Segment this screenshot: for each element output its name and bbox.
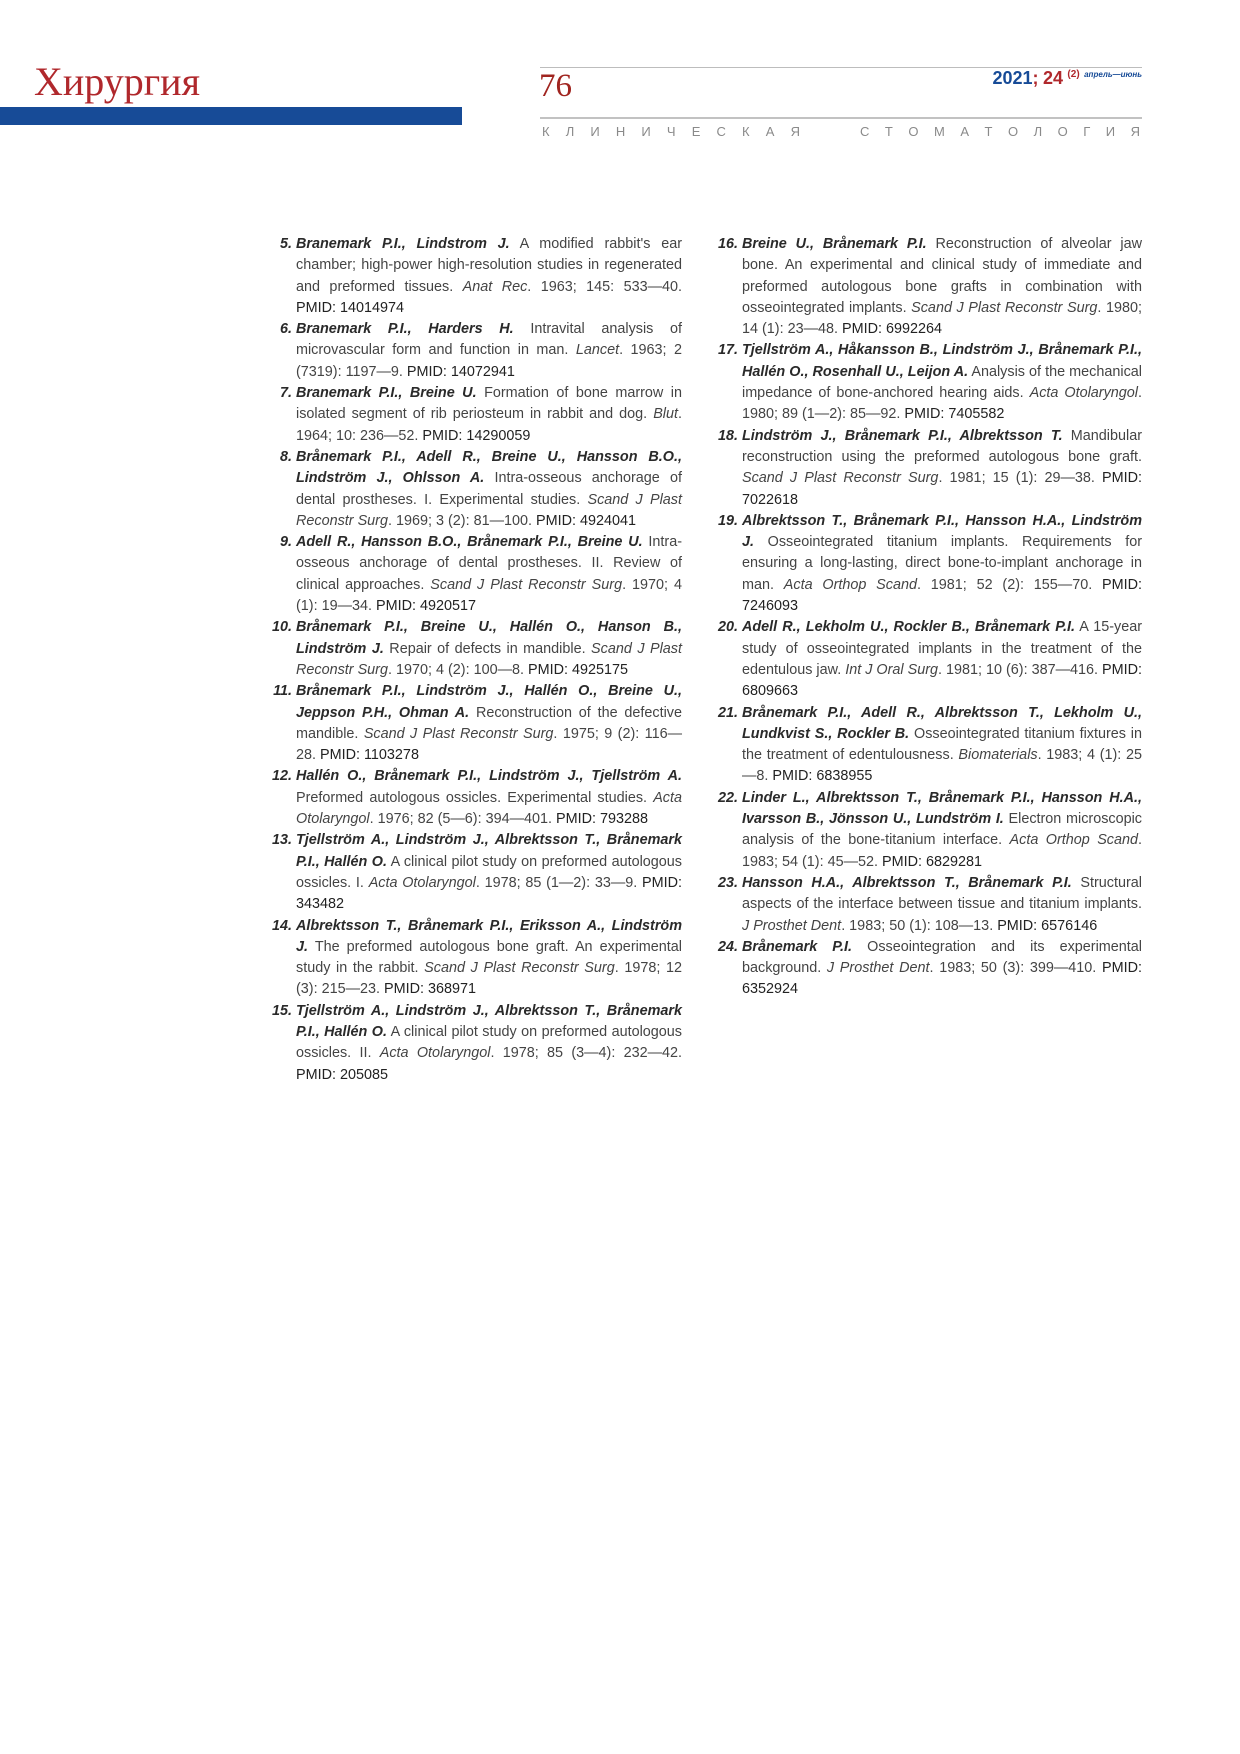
reference-details: . 1980; 14 (1): 23—48. xyxy=(742,299,1142,338)
reference-authors: Branemark P.I., Breine U. xyxy=(296,385,477,402)
journal-name-letter: О xyxy=(1057,124,1068,139)
reference-journal: Scand J Plast Reconstr Surg xyxy=(911,299,1098,316)
reference-pmid: PMID: 7022618 xyxy=(742,470,1142,508)
reference-details: . 1969; 3 (2): 81—100. xyxy=(387,512,532,529)
journal-name-letter: Ч xyxy=(666,124,676,139)
reference-pmid: PMID: 6576146 xyxy=(993,917,1098,934)
reference-journal: Biomaterials xyxy=(958,747,1038,764)
reference-journal: Scand J Plast Reconstr Surg xyxy=(430,576,623,593)
journal-name-word-1 xyxy=(542,125,800,138)
journal-name-word-2 xyxy=(860,125,1140,138)
reference-authors: Tjellström A., Lindström J., Albrektsson T., Brånemark P.I., Hallén O. xyxy=(296,832,682,870)
reference-item xyxy=(270,319,682,383)
reference-journal: Lancet xyxy=(575,342,620,359)
reference-authors: Breine U., Brånemark P.I. xyxy=(742,236,927,252)
reference-pmid: PMID: 14072941 xyxy=(402,363,515,380)
reference-title: A clinical pilot study on preformed autologous ossicles. II. xyxy=(296,1023,682,1062)
reference-authors: Tjellström A., Håkansson B., Lindström J., Brånemark P.I., Hallén O., Rosenhall U., Leijon A. xyxy=(742,342,1142,380)
reference-journal: Acta Otolaryngol xyxy=(296,789,682,828)
reference-journal: J Prosthet Dent xyxy=(826,960,930,977)
reference-pmid: PMID: 7246093 xyxy=(742,576,1142,615)
reference-title: Mandibular reconstruction using the preformed autologous bone graft. xyxy=(742,427,1142,465)
reference-item xyxy=(716,703,1142,788)
reference-number: 19. xyxy=(717,512,738,529)
reference-authors: Tjellström A., Lindström J., Albrektsson T., Brånemark P.I., Hallén O. xyxy=(296,1002,682,1040)
reference-authors: Brånemark P.I., Adell R., Breine U., Hansson B.O., Lindström J., Ohlsson A. xyxy=(296,448,682,487)
reference-details: . 1970; 4 (1): 19—34. xyxy=(296,576,682,615)
reference-number: 18. xyxy=(717,427,738,444)
reference-item xyxy=(716,788,1142,873)
reference-authors: Lindström J., Brånemark P.I., Albrektsson T. xyxy=(742,427,1063,444)
reference-details: . 1970; 4 (2): 100—8. xyxy=(387,661,524,678)
reference-number: 9. xyxy=(279,534,292,551)
journal-name-letter: К xyxy=(542,124,550,139)
journal-name-letter: О xyxy=(1007,124,1019,139)
reference-journal: Blut xyxy=(653,406,678,423)
reference-authors: Adell R., Hansson B.O., Brånemark P.I., Breine U. xyxy=(296,534,643,551)
reference-authors: Albrektsson T., Brånemark P.I., Eriksson A., Lindström J. xyxy=(296,917,682,955)
reference-list-right-column xyxy=(716,234,1142,1001)
reference-authors: Brånemark P.I., Lindström J., Hallén O., Breine U., Jeppson P.H., Ohman A. xyxy=(296,683,682,721)
journal-name-letter: И xyxy=(590,124,600,139)
journal-name-letter: А xyxy=(765,124,775,139)
reference-item xyxy=(270,532,682,617)
reference-number: 7. xyxy=(279,385,292,402)
reference-pmid: PMID: 4924041 xyxy=(531,512,636,529)
journal-name-letter: И xyxy=(641,124,651,139)
reference-number: 16. xyxy=(717,236,738,252)
issue-number: (2) xyxy=(1067,69,1080,80)
reference-details: . 1964; 10: 236—52. xyxy=(296,406,682,444)
reference-journal: Scand J Plast Reconstr Surg xyxy=(424,960,615,977)
reference-title: Repair of defects in mandible. xyxy=(383,640,592,657)
reference-item xyxy=(270,1001,682,1086)
reference-title: Reconstruction of the defective mandible. xyxy=(296,704,682,742)
reference-number: 6. xyxy=(279,321,292,338)
reference-item xyxy=(270,766,682,830)
reference-item xyxy=(270,681,682,766)
reference-title: Electron microscopic analysis of the bone-titanium interface. xyxy=(742,811,1142,849)
reference-details: . 1976; 82 (5—6): 394—401. xyxy=(369,811,552,828)
journal-name-letter: С xyxy=(860,124,870,139)
reference-details: . 1978; 12 (3): 215—23. xyxy=(296,960,683,998)
reference-journal: Acta Otolaryngol xyxy=(368,874,476,891)
reference-details: . 1983; 4 (1): 25—8. xyxy=(742,747,1142,785)
reference-number: 21. xyxy=(717,704,738,721)
reference-pmid: PMID: 6992264 xyxy=(838,321,942,338)
journal-name-letter: И xyxy=(1105,124,1116,139)
reference-details: . 1983; 54 (1): 45—52. xyxy=(742,832,1143,870)
reference-title: Osseointegration and its experimental background. xyxy=(742,938,1142,977)
journal-name-letter: Т xyxy=(884,124,893,139)
reference-number: 23. xyxy=(717,874,738,891)
reference-number: 24. xyxy=(717,938,738,955)
reference-authors: Albrektsson T., Brånemark P.I., Hansson H.A., Lindström J. xyxy=(742,512,1142,551)
issue-separator: ; xyxy=(1032,68,1039,88)
journal-name-letter: А xyxy=(960,124,969,139)
journal-name-letter: Н xyxy=(615,124,626,139)
issue-year: 2021 xyxy=(992,68,1033,88)
journal-name-letter: С xyxy=(716,124,726,139)
reference-number: 11. xyxy=(273,683,292,700)
reference-journal: Anat Rec xyxy=(462,278,528,295)
reference-details: . 1978; 85 (1—2): 33—9. xyxy=(475,874,638,891)
reference-authors: Hallén O., Brånemark P.I., Lindström J., Tjellström A. xyxy=(296,768,682,785)
reference-details: . 1983; 50 (1): 108—13. xyxy=(841,917,994,934)
reference-journal: Acta Otolaryngol xyxy=(1029,385,1138,402)
journal-name-letter: Т xyxy=(984,124,993,139)
reference-pmid: PMID: 14290059 xyxy=(418,427,531,444)
reference-title: Osseointegrated titanium fixtures in the treatment of edentulousness. xyxy=(742,725,1143,764)
reference-item xyxy=(716,426,1142,511)
reference-number: 20. xyxy=(717,619,738,636)
reference-number: 14. xyxy=(271,917,292,934)
reference-title: A modified rabbit's ear chamber; high-power high-resolution studies in regenerated and preformed tissues. xyxy=(296,236,682,295)
section-title: Хирургия xyxy=(34,59,200,104)
reference-details: . 1963; 145: 533—40. xyxy=(527,278,682,295)
reference-title: Osseointegrated titanium implants. Requirements for ensuring a long-lasting, direct bone-to-implant anchorage in man. xyxy=(742,534,1142,593)
reference-item xyxy=(716,234,1142,340)
page-number: 76 xyxy=(539,68,572,104)
reference-pmid: PMID: 205085 xyxy=(296,1066,388,1083)
reference-authors: Branemark P.I., Harders H. xyxy=(296,321,514,338)
journal-name-letter: Я xyxy=(1130,124,1140,139)
reference-title: A 15-year study of osseointegrated implants in the treatment of the edentulous jaw. xyxy=(742,619,1142,678)
reference-pmid: PMID: 14014974 xyxy=(296,299,405,316)
reference-journal: Scand J Plast Reconstr Surg xyxy=(363,725,554,742)
reference-journal: Acta Orthop Scand xyxy=(1009,832,1139,849)
reference-item xyxy=(270,447,682,532)
reference-details: . 1975; 9 (2): 116—28. xyxy=(296,725,682,764)
reference-pmid: PMID: 793288 xyxy=(552,811,648,828)
reference-item xyxy=(716,617,1142,702)
reference-pmid: PMID: 368971 xyxy=(380,981,476,998)
reference-details: . 1980; 89 (1—2): 85—92. xyxy=(742,385,1142,423)
reference-pmid: PMID: 6838955 xyxy=(768,768,873,785)
reference-authors: Brånemark P.I., Adell R., Albrektsson T., Lekholm U., Lundkvist S., Rockler B. xyxy=(742,704,1142,742)
reference-authors: Linder L., Albrektsson T., Brånemark P.I., Hansson H.A., Ivarsson B., Jönsson U., Lundström I. xyxy=(742,789,1142,828)
reference-number: 15. xyxy=(271,1002,292,1019)
reference-journal: J Prosthet Dent xyxy=(742,917,842,934)
reference-authors: Branemark P.I., Lindstrom J. xyxy=(296,236,510,252)
reference-title: Reconstruction of alveolar jaw bone. An experimental and clinical study of immediate and preformed autologous bone grafts in combination with osseointegrated implants. xyxy=(742,236,1142,316)
reference-details: . 1981; 10 (6): 387—416. xyxy=(938,661,1099,678)
reference-pmid: PMID: 6809663 xyxy=(742,661,1142,700)
reference-number: 12. xyxy=(271,768,292,785)
reference-item xyxy=(270,830,682,915)
reference-authors: Adell R., Lekholm U., Rockler B., Brånemark P.I. xyxy=(742,619,1075,636)
reference-item xyxy=(716,340,1142,425)
reference-number: 8. xyxy=(279,448,292,465)
reference-number: 13. xyxy=(271,832,292,849)
reference-title: The preformed autologous bone graft. An experimental study in the rabbit. xyxy=(296,938,682,977)
reference-authors: Brånemark P.I. xyxy=(742,938,853,955)
reference-pmid: PMID: 6352924 xyxy=(742,960,1142,998)
reference-journal: Acta Orthop Scand xyxy=(783,576,917,593)
reference-number: 10. xyxy=(271,619,292,636)
journal-name-letter: О xyxy=(908,124,919,139)
reference-item xyxy=(270,916,682,1001)
reference-details: . 1981; 52 (2): 155—70. xyxy=(917,576,1093,593)
reference-pmid: PMID: 1103278 xyxy=(316,747,419,764)
reference-title: Intra-osseous anchorage of dental prostheses. I. Experimental studies. xyxy=(296,470,682,508)
section-color-bar xyxy=(0,107,462,125)
journal-name-letter: М xyxy=(933,124,945,139)
reference-details: . 1981; 15 (1): 29—38. xyxy=(938,470,1095,487)
issue-months: апрель—июнь xyxy=(1084,70,1142,79)
reference-journal: Int J Oral Surg xyxy=(845,661,938,678)
reference-authors: Hansson H.A., Albrektsson T., Brånemark P.I. xyxy=(742,874,1072,891)
reference-pmid: PMID: 4920517 xyxy=(372,598,476,615)
issue-info xyxy=(992,69,1142,88)
reference-pmid: PMID: 6829281 xyxy=(878,853,983,870)
reference-journal: Scand J Plast Reconstr Surg xyxy=(296,491,682,529)
reference-item xyxy=(270,383,682,447)
journal-name-band xyxy=(540,117,1142,145)
reference-pmid: PMID: 4925175 xyxy=(523,661,628,678)
reference-number: 22. xyxy=(717,789,738,806)
issue-volume: 24 xyxy=(1042,68,1063,88)
reference-title: A clinical pilot study on preformed autologous ossicles. I. xyxy=(296,853,682,891)
reference-item xyxy=(270,617,682,681)
reference-pmid: PMID: 343482 xyxy=(296,874,682,913)
reference-details: . 1978; 85 (3—4): 232—42. xyxy=(490,1045,683,1062)
reference-pmid: PMID: 7405582 xyxy=(900,406,1005,423)
reference-item xyxy=(270,234,682,319)
reference-journal: Scand J Plast Reconstr Surg xyxy=(742,470,939,487)
reference-title: Intra-osseous anchorage of dental prostheses. II. Review of clinical approaches. xyxy=(296,534,682,593)
reference-item xyxy=(716,937,1142,1001)
reference-authors: Brånemark P.I., Breine U., Hallén O., Hanson B., Lindström J. xyxy=(296,619,682,657)
reference-details: . 1983; 50 (3): 399—410. xyxy=(929,960,1097,977)
journal-name-letter: Г xyxy=(1083,124,1091,139)
reference-title: Preformed autologous ossicles. Experimental studies. xyxy=(296,789,654,806)
reference-journal: Scand J Plast Reconstr Surg xyxy=(296,640,682,678)
reference-item xyxy=(716,511,1142,617)
reference-number: 5. xyxy=(279,236,292,252)
journal-name-letter: Я xyxy=(790,124,800,139)
reference-details: . 1963; 2 (7319): 1197—9. xyxy=(296,342,682,380)
reference-title: Structural aspects of the interface between tissue and titanium implants. xyxy=(742,874,1142,913)
reference-title: Analysis of the mechanical impedance of bone-anchored hearing aids. xyxy=(742,363,1142,402)
journal-name-letter: Л xyxy=(565,124,575,139)
journal-name-letter: К xyxy=(742,124,750,139)
reference-number: 17. xyxy=(717,342,738,359)
reference-title: Intravital analysis of microvascular form and function in man. xyxy=(296,321,682,359)
reference-item xyxy=(716,873,1142,937)
reference-journal: Acta Otolaryngol xyxy=(379,1045,491,1062)
reference-title: Formation of bone marrow in isolated segment of rib periosteum in rabbit and dog. xyxy=(296,385,682,423)
journal-name-letter: Е xyxy=(691,124,701,139)
journal-name-letter: Л xyxy=(1033,124,1043,139)
reference-list-left-column xyxy=(270,234,682,1086)
